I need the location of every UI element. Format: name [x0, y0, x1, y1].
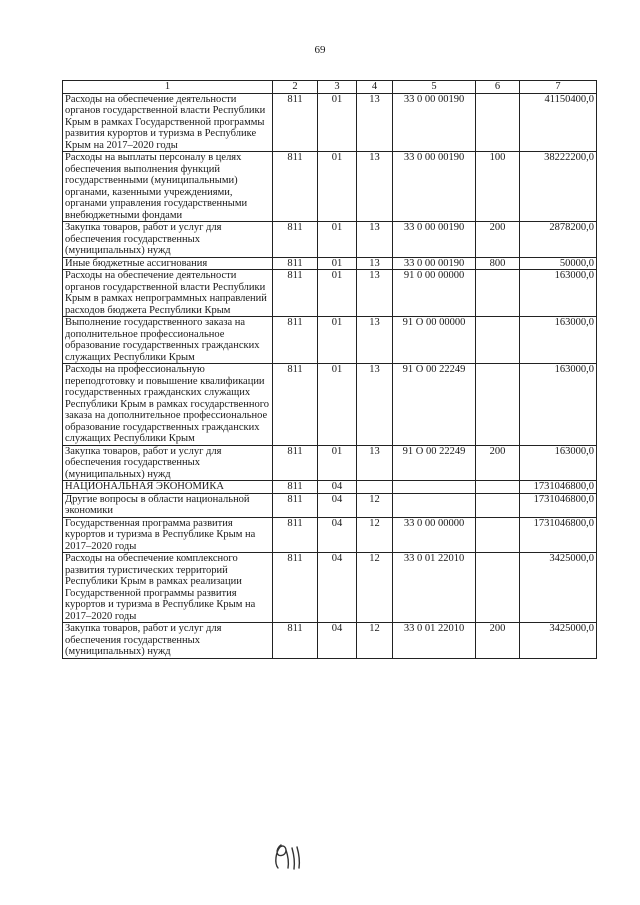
code-expense-type — [476, 553, 520, 623]
code-admin: 811 — [273, 481, 318, 494]
table-row — [63, 493, 597, 517]
row-name: Расходы на обеспечение деятельности органов государственной власти Республики Крым в рамках непрограммных направлений расходов бюджета Республики Крым — [63, 270, 273, 317]
row-name: Закупка товаров, работ и услуг для обеспечения государственных (муниципальных) нужд — [63, 445, 273, 481]
code-target-article: 33 0 00 00190 — [393, 257, 476, 270]
row-amount: 3425000,0 — [520, 623, 597, 659]
table-row — [63, 481, 597, 494]
code-expense-type — [476, 317, 520, 364]
code-section: 01 — [318, 317, 357, 364]
row-name: Закупка товаров, работ и услуг для обеспечения государственных (муниципальных) нужд — [63, 623, 273, 659]
row-amount: 1731046800,0 — [520, 481, 597, 494]
table-row — [63, 517, 597, 553]
code-subsection: 12 — [357, 553, 393, 623]
code-subsection: 13 — [357, 222, 393, 258]
code-subsection — [357, 481, 393, 494]
code-admin: 811 — [273, 222, 318, 258]
code-expense-type: 200 — [476, 445, 520, 481]
row-name: Закупка товаров, работ и услуг для обеспечения государственных (муниципальных) нужд — [63, 222, 273, 258]
code-expense-type — [476, 517, 520, 553]
code-subsection: 13 — [357, 257, 393, 270]
code-subsection: 12 — [357, 517, 393, 553]
code-target-article: 33 0 01 22010 — [393, 553, 476, 623]
table-row — [63, 364, 597, 446]
column-header: 6 — [476, 81, 520, 94]
row-amount: 163000,0 — [520, 317, 597, 364]
code-target-article: 33 0 00 00190 — [393, 222, 476, 258]
code-section: 04 — [318, 517, 357, 553]
code-subsection: 13 — [357, 93, 393, 152]
code-target-article: 33 0 00 00190 — [393, 93, 476, 152]
row-amount: 163000,0 — [520, 445, 597, 481]
row-amount: 1731046800,0 — [520, 517, 597, 553]
code-section: 04 — [318, 623, 357, 659]
table-row — [63, 623, 597, 659]
row-name: Иные бюджетные ассигнования — [63, 257, 273, 270]
table-row — [63, 93, 597, 152]
row-amount: 3425000,0 — [520, 553, 597, 623]
code-admin: 811 — [273, 270, 318, 317]
code-target-article: 91 О 00 22249 — [393, 364, 476, 446]
column-header: 1 — [63, 81, 273, 94]
row-amount: 163000,0 — [520, 364, 597, 446]
code-target-article: 91 О 00 00000 — [393, 317, 476, 364]
handwritten-page-mark — [272, 838, 312, 872]
code-target-article: 91 О 00 22249 — [393, 445, 476, 481]
code-target-article — [393, 493, 476, 517]
code-target-article: 91 0 00 00000 — [393, 270, 476, 317]
table-row — [63, 445, 597, 481]
row-amount: 41150400,0 — [520, 93, 597, 152]
code-subsection: 13 — [357, 364, 393, 446]
code-section: 01 — [318, 270, 357, 317]
column-header: 4 — [357, 81, 393, 94]
code-expense-type — [476, 364, 520, 446]
table-row — [63, 222, 597, 258]
column-header: 3 — [318, 81, 357, 94]
code-expense-type — [476, 481, 520, 494]
code-section: 01 — [318, 257, 357, 270]
column-header: 7 — [520, 81, 597, 94]
row-name: Расходы на выплаты персоналу в целях обеспечения выполнения функций государственными (муниципальными) органами, казенными учреждениями, органами управления государственными внебюджетными фондами — [63, 152, 273, 222]
code-admin: 811 — [273, 317, 318, 364]
code-subsection: 12 — [357, 623, 393, 659]
code-section: 01 — [318, 152, 357, 222]
code-expense-type — [476, 493, 520, 517]
table-header-row — [63, 81, 597, 94]
code-expense-type: 800 — [476, 257, 520, 270]
row-name: Выполнение государственного заказа на дополнительное профессиональное образование государственных гражданских служащих Республики Крым — [63, 317, 273, 364]
page-number: 69 — [314, 44, 326, 56]
row-amount: 2878200,0 — [520, 222, 597, 258]
code-expense-type — [476, 93, 520, 152]
code-section: 01 — [318, 222, 357, 258]
code-subsection: 13 — [357, 152, 393, 222]
table-row — [63, 317, 597, 364]
code-expense-type: 200 — [476, 623, 520, 659]
table-row — [63, 152, 597, 222]
code-admin: 811 — [273, 623, 318, 659]
budget-table — [62, 80, 597, 659]
row-name: Другие вопросы в области национальной экономики — [63, 493, 273, 517]
column-header: 5 — [393, 81, 476, 94]
code-section: 04 — [318, 553, 357, 623]
code-target-article — [393, 481, 476, 494]
table-row — [63, 270, 597, 317]
column-header: 2 — [273, 81, 318, 94]
code-admin: 811 — [273, 93, 318, 152]
code-target-article: 33 0 00 00000 — [393, 517, 476, 553]
code-subsection: 13 — [357, 270, 393, 317]
table-row — [63, 553, 597, 623]
row-name: Расходы на обеспечение деятельности органов государственной власти Республики Крым в рамках Государственной программы развития курортов и туризма в Республике Крым на 2017–2020 годы — [63, 93, 273, 152]
row-amount: 50000,0 — [520, 257, 597, 270]
row-name: НАЦИОНАЛЬНАЯ ЭКОНОМИКА — [63, 481, 273, 494]
code-admin: 811 — [273, 493, 318, 517]
code-admin: 811 — [273, 364, 318, 446]
code-admin: 811 — [273, 517, 318, 553]
row-amount: 38222200,0 — [520, 152, 597, 222]
code-section: 01 — [318, 445, 357, 481]
code-expense-type — [476, 270, 520, 317]
code-target-article: 33 0 00 00190 — [393, 152, 476, 222]
code-subsection: 13 — [357, 317, 393, 364]
code-admin: 811 — [273, 553, 318, 623]
code-section: 04 — [318, 481, 357, 494]
code-section: 01 — [318, 93, 357, 152]
code-subsection: 13 — [357, 445, 393, 481]
code-admin: 811 — [273, 152, 318, 222]
code-target-article: 33 0 01 22010 — [393, 623, 476, 659]
code-section: 01 — [318, 364, 357, 446]
table-row — [63, 257, 597, 270]
row-name: Государственная программа развития курортов и туризма в Республике Крым на 2017–2020 годы — [63, 517, 273, 553]
code-admin: 811 — [273, 257, 318, 270]
code-expense-type: 100 — [476, 152, 520, 222]
code-admin: 811 — [273, 445, 318, 481]
row-amount: 1731046800,0 — [520, 493, 597, 517]
row-name: Расходы на профессиональную переподготовку и повышение квалификации государственных гражданских служащих Республики Крым в рамках государственного заказа на дополнительное профессиональное образование государственных гражданских служащих Республики Крым — [63, 364, 273, 446]
row-amount: 163000,0 — [520, 270, 597, 317]
row-name: Расходы на обеспечение комплексного развития туристических территорий Республики Крым в рамках реализации Государственной программы развития курортов и туризма в Республике Крым на 2017–2020 годы — [63, 553, 273, 623]
code-subsection: 12 — [357, 493, 393, 517]
code-section: 04 — [318, 493, 357, 517]
code-expense-type: 200 — [476, 222, 520, 258]
